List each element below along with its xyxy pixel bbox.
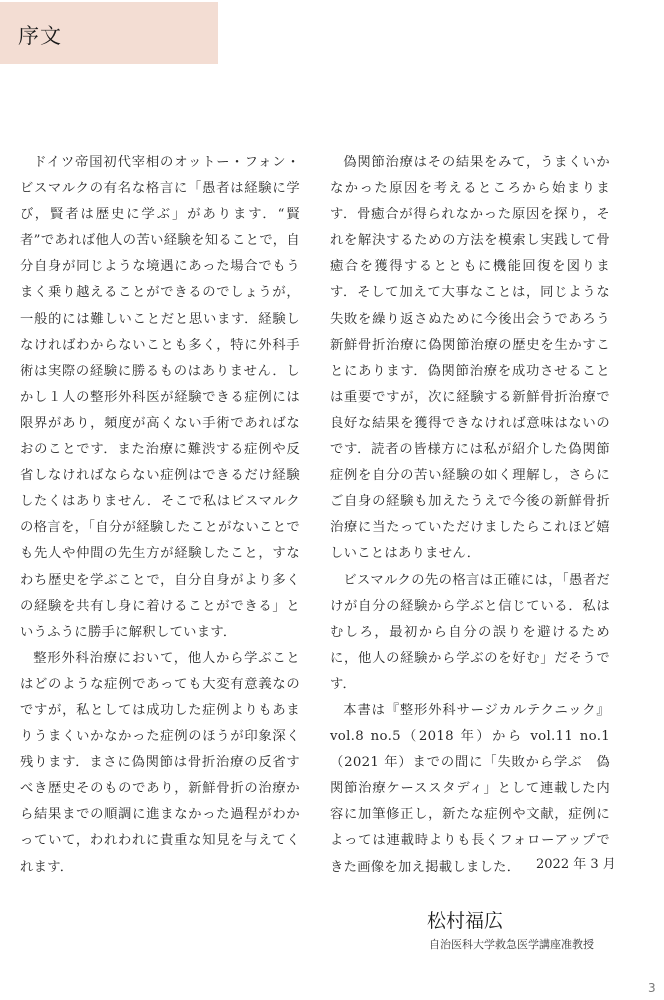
paragraph: 偽関節治療はその結果をみて，うまくいかなかった原因を考えるところから始まります．骨癒合が得られなかった原因を探り，それを解決するための方法を模索し実践して骨癒合を獲得するとともに機能回復を図ります．そして加えて大事なことは，同じような失敗を繰り返さぬために今後出会うであろう新鮮骨折治療に偽関節治療の歴史を生かすことにあります．偽関節治療を成功させることは重要ですが，次に経験する新鮮骨折治療で良好な結果を獲得できなければ意味はないのです．読者の皆様方には私が紹介した偽関節症例を自分の苦い経験の如く理解し，さらにご自身の経験も加えたうえで今後の新鮮骨折治療に当たっていただけましたらこれほど嬉しいことはありません． <box>330 155 610 562</box>
author-affiliation: 自治医科大学救急医学講座准教授 <box>429 938 594 951</box>
section-heading: 序文 <box>18 24 62 48</box>
right-text-column <box>330 150 610 881</box>
section-heading-box <box>0 2 218 64</box>
author-name: 松村福広 <box>427 910 504 932</box>
paragraph: 整形外科治療において，他人から学ぶことはどのような症例であっても大変有意義なのですが，私としては成功した症例よりもあまりうまくいかなかった症例のほうが印象深く残ります．まさに偽関節は骨折治療の反省すべき歴史そのものであり，新鮮骨折の治療から結果までの順調に進まなかった過程がわかっていて，われわれに貴重な知見を与えてくれます． <box>20 650 300 875</box>
paragraph: ビスマルクの先の格言は正確には，「愚者だけが自分の経験から学ぶと信じている．私はむしろ，最初から自分の誤りを避けるために，他人の経験から学ぶのを好む」だそうです． <box>330 572 610 692</box>
paragraph: 本書は『整形外科サージカルテクニック』vol.8 no.5（2018 年）から vol.11 no.1（2021 年）までの間に「失敗から学ぶ 偽関節治療ケーススタディ」として連載した内容に加筆修正し，新たな症例や文献，症例によっては連載時よりも長くフォローアップできた画像を加え掲載しました． <box>330 702 610 875</box>
paragraph: ドイツ帝国初代宰相のオットー・フォン・ビスマルクの有名な格言に「愚者は経験に学び，賢者は歴史に学ぶ」があります．“賢者”であれば他人の苦い経験を知ることで，自分自身が同じような境遇にあった場合でもうまく乗り越えることができるのでしょうが，一般的には難しいことだと思います．経験しなければわからないことも多く，特に外科手術は実際の経験に勝るものはありません．しかし１人の整形外科医が経験できる症例には限界があり，頻度が高くない手術であればなおのことです．また治療に難渋する症例や反省しなければならない症例はできるだけ経験したくはありません．そこで私はビスマルクの格言を，「自分が経験したことがないことでも先人や仲間の先生方が経験したこと，すなわち歴史を学ぶことで，自分自身がより多くの経験を共有し身に着けることができる」というふうに勝手に解釈しています． <box>20 155 300 640</box>
left-text-column <box>20 150 300 881</box>
page-number: 3 <box>648 981 656 995</box>
date: 2022 年 3 月 <box>536 857 616 872</box>
